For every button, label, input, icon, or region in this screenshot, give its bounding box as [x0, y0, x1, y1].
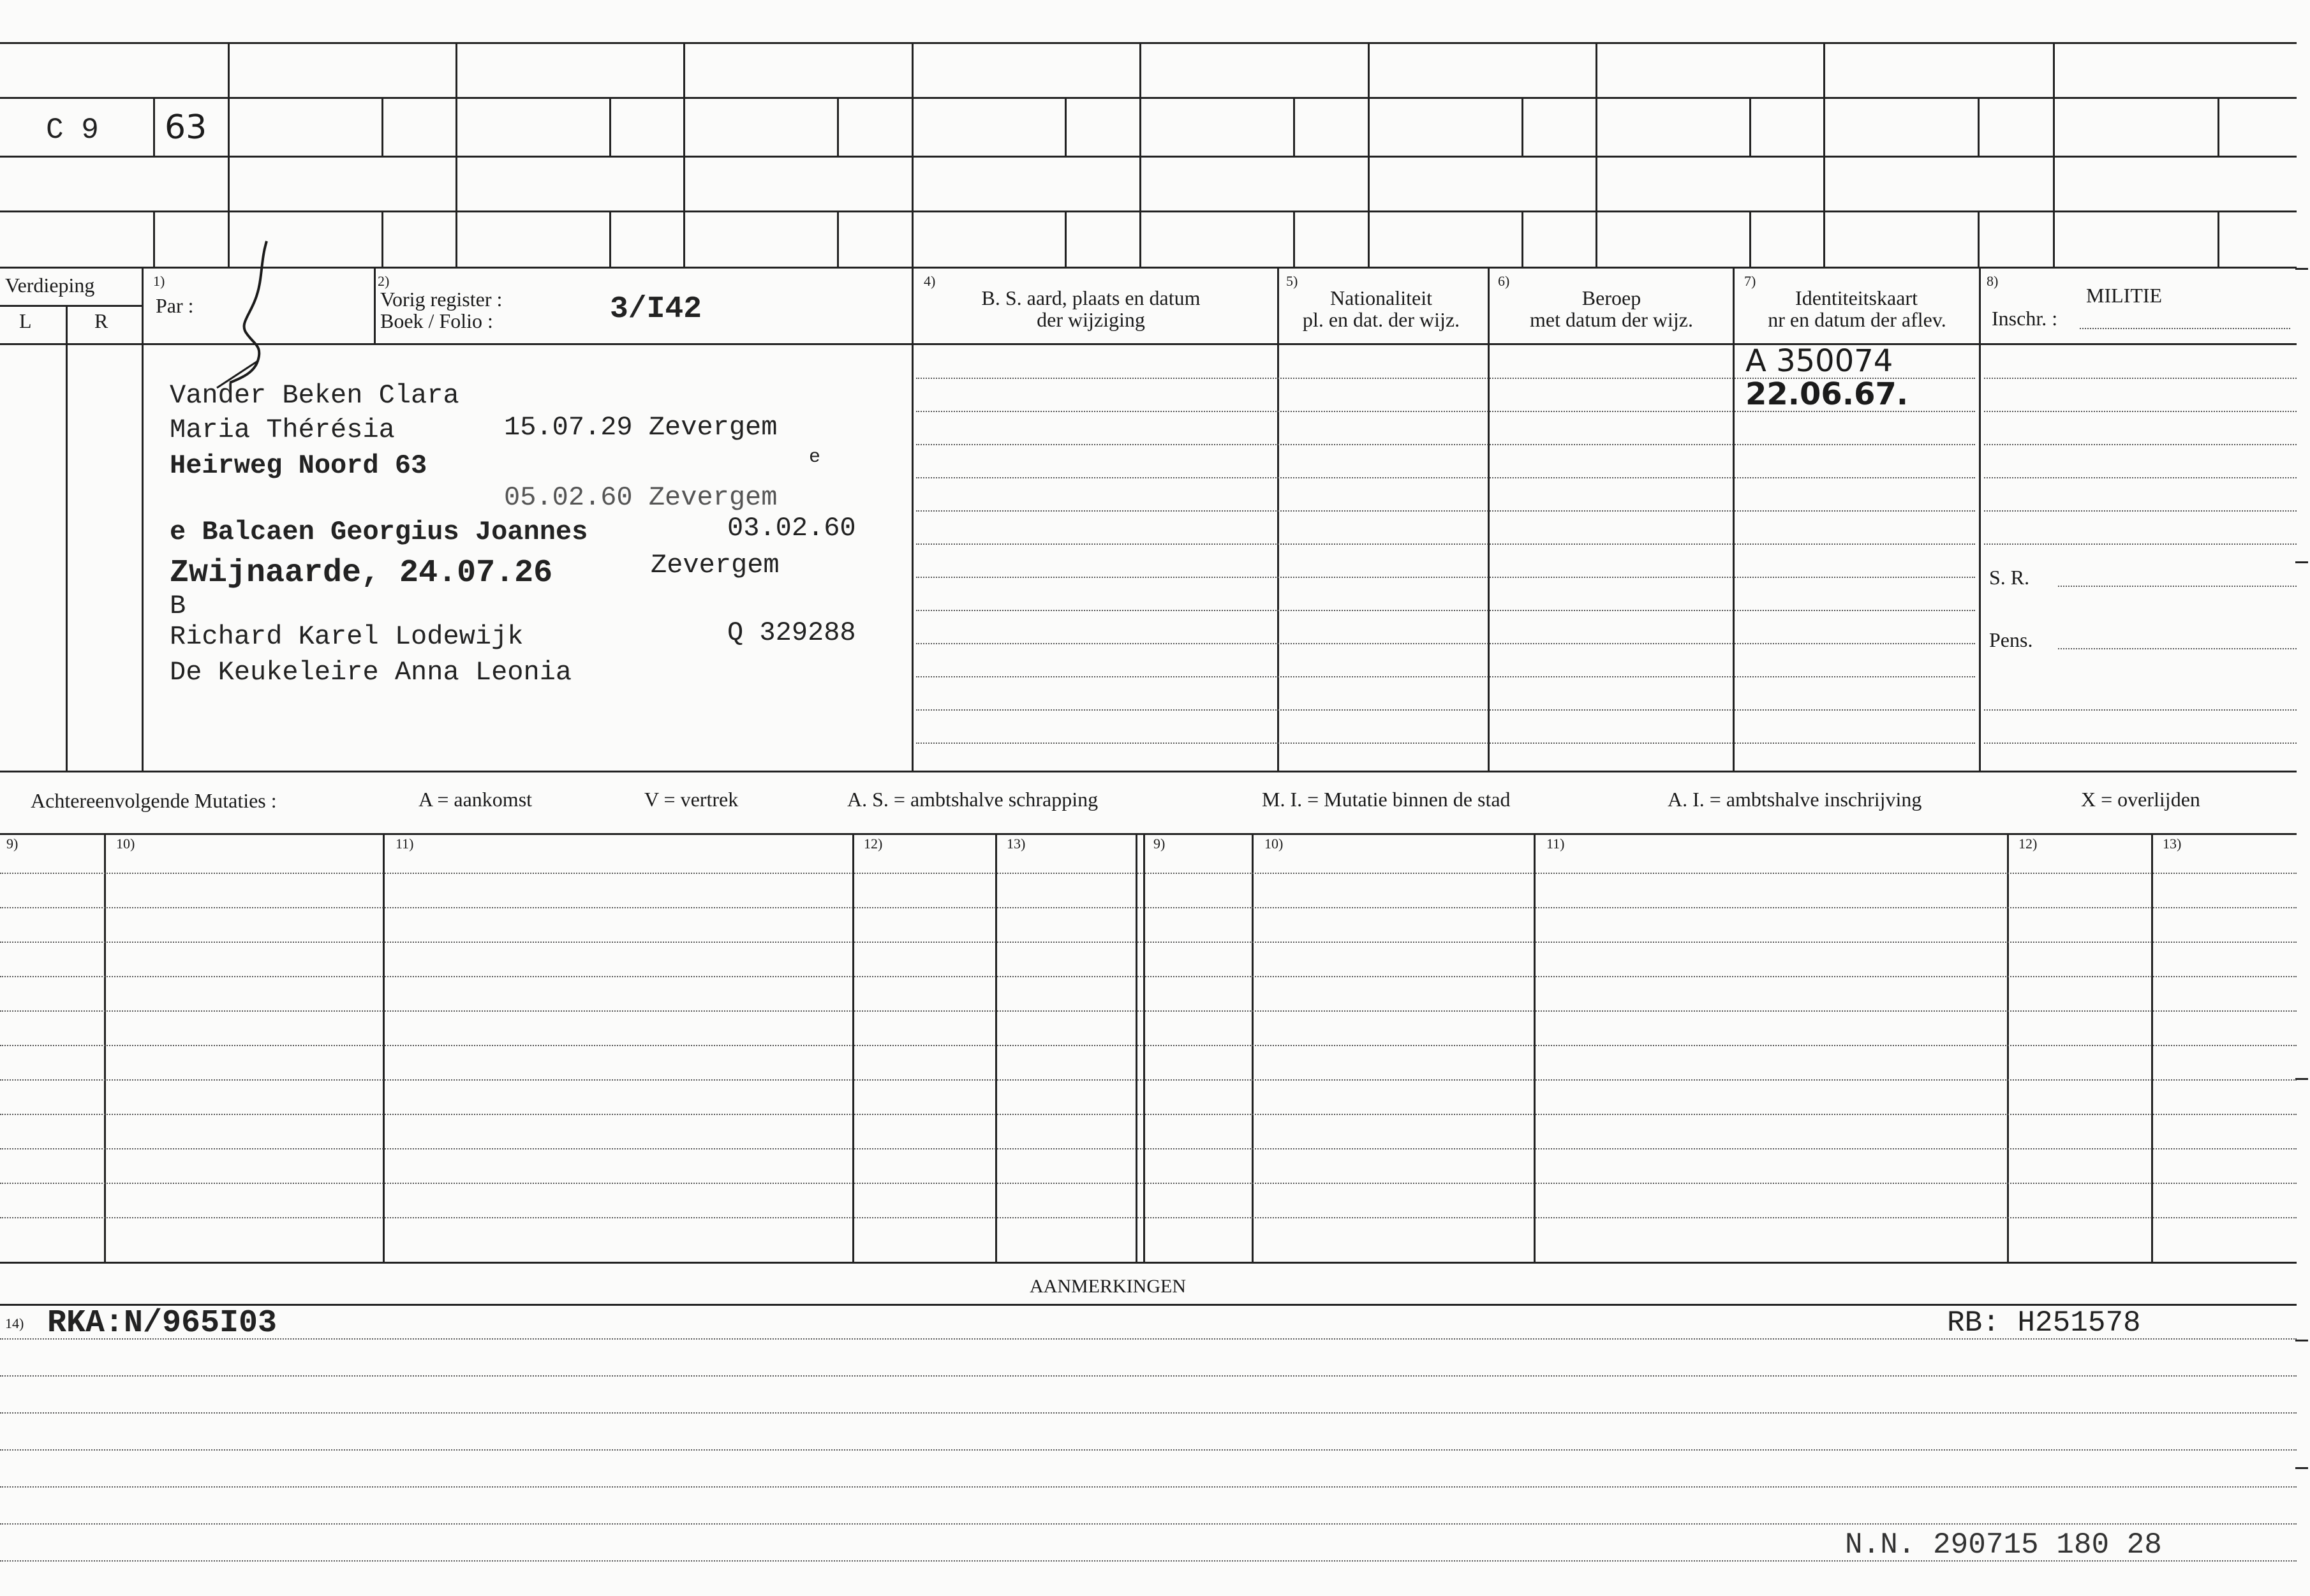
- militie-dotted-rule: [1984, 709, 2297, 711]
- mutation-col-number: 10): [1264, 836, 1284, 852]
- top-strip-tick: [153, 97, 155, 156]
- top-strip-tick: [1978, 211, 1980, 267]
- entry-dotted-rule: [916, 743, 1975, 744]
- mutation-col-divider: [995, 833, 997, 1262]
- top-row-line-2: [0, 156, 2297, 158]
- entry-dotted-rule: [916, 510, 1975, 512]
- edge-tick: [2295, 1467, 2308, 1469]
- main-bottom-line: [0, 771, 2297, 772]
- top-strip-divider: [1139, 42, 1141, 267]
- col1-number: 1): [153, 273, 165, 289]
- bs-divider: [912, 267, 914, 771]
- col5-number: 5): [1286, 273, 1298, 289]
- mutation-col-divider: [383, 833, 385, 1262]
- beroep-line2: met datum der wijz.: [1530, 308, 1693, 331]
- vorig-register-label: Vorig register :: [380, 288, 503, 311]
- birth-date-place: 15.07.29 Zevergem: [504, 412, 778, 443]
- mutation-col-number: 12): [2018, 836, 2038, 852]
- top-strip-tick: [609, 211, 611, 267]
- header-bottom-line: [142, 343, 2297, 345]
- verdieping-divider: [66, 305, 68, 771]
- edge-tick: [2295, 1078, 2308, 1080]
- mutation-row-rule: [0, 1217, 2297, 1218]
- top-strip-tick: [1749, 211, 1751, 267]
- spouse-id-ref: Q 329288: [727, 617, 856, 648]
- mutation-row-rule: [0, 1183, 2297, 1184]
- edge-tick: [2295, 268, 2308, 270]
- verdieping-divider: [142, 267, 144, 771]
- top-strip-divider: [912, 42, 914, 267]
- remarks-dotted-rule: [0, 1338, 2297, 1340]
- remarks-dotted-rule: [0, 1375, 2297, 1377]
- remarks-dotted-rule: [0, 1523, 2297, 1525]
- top-strip-divider: [455, 42, 457, 267]
- vorig-register-divider: [374, 267, 376, 343]
- person-line: Maria Thérésia: [170, 415, 395, 445]
- top-strip-divider: [228, 42, 230, 267]
- right-label: R: [94, 309, 108, 332]
- militie-dotted-rule: [1984, 444, 2297, 445]
- verdieping-sub-line: [0, 305, 142, 307]
- top-strip-tick: [1521, 97, 1523, 156]
- remarks-dotted-rule: [0, 1449, 2297, 1451]
- top-strip-divider: [1596, 42, 1597, 267]
- remarks-number: 14): [5, 1315, 24, 1331]
- rka-reference: RKA:N/965I03: [47, 1305, 278, 1341]
- person-line: Richard Karel Lodewijk: [170, 621, 524, 652]
- person-line: De Keukeleire Anna Leonia: [170, 657, 572, 688]
- top-number: 63: [165, 108, 207, 147]
- top-strip-tick: [1293, 211, 1295, 267]
- mutation-col-divider: [104, 833, 106, 1262]
- national-number: N.N. 290715 180 28: [1845, 1528, 2162, 1562]
- mutation-row-rule: [0, 1079, 2297, 1081]
- mutation-legend-item: M. I. = Mutatie binnen de stad: [1262, 788, 1511, 811]
- e-mark: e: [809, 447, 821, 468]
- top-row-line-1: [0, 97, 2297, 99]
- mutation-row-rule: [0, 873, 2297, 874]
- pens-label: Pens.: [1989, 628, 2033, 651]
- col7-number: 7): [1744, 273, 1756, 289]
- mutation-row-rule: [0, 1045, 2297, 1046]
- top-strip-tick: [2217, 97, 2219, 156]
- mutation-col-number: 11): [1546, 836, 1565, 852]
- top-strip-tick: [1749, 97, 1751, 156]
- sr-label: S. R.: [1989, 566, 2030, 589]
- rb-reference: RB: H251578: [1947, 1306, 2141, 1340]
- edge-tick: [2295, 561, 2308, 563]
- militie-dotted-rule: [1984, 411, 2297, 412]
- person-line: B: [170, 591, 186, 621]
- mutation-col-divider: [852, 833, 854, 1262]
- mutation-row-rule: [0, 1114, 2297, 1115]
- top-strip-tick: [837, 211, 839, 267]
- mutation-col-number: 11): [396, 836, 414, 852]
- top-strip-tick: [1521, 211, 1523, 267]
- top-strip-divider: [1823, 42, 1825, 267]
- top-strip-tick: [381, 97, 383, 156]
- militie-dotted-rule: [1984, 743, 2297, 744]
- mutations-top-line: [0, 833, 2297, 835]
- mutation-col-number: 9): [6, 836, 19, 852]
- col4-number: 4): [924, 273, 936, 289]
- entry-dotted-rule: [916, 444, 1975, 445]
- top-strip-tick: [381, 211, 383, 267]
- id-card-date: 22.06.67.: [1745, 376, 1909, 412]
- beroep-divider: [1488, 267, 1490, 771]
- inschr-label: Inschr. :: [1992, 307, 2058, 330]
- mutation-legend-item: A. S. = ambtshalve schrapping: [847, 788, 1099, 811]
- mutation-col-number: 13): [2163, 836, 2182, 852]
- par-handwritten-mark: [204, 236, 293, 389]
- marriage-place: Zevergem: [651, 550, 780, 580]
- remarks-top-line: [0, 1304, 2297, 1306]
- top-edge-line: [0, 42, 2297, 44]
- mutation-col-number: 12): [864, 836, 883, 852]
- bs-header-line1: B. S. aard, plaats en datum: [981, 286, 1201, 309]
- top-strip-tick: [1065, 211, 1067, 267]
- col6-number: 6): [1498, 273, 1510, 289]
- col8-number: 8): [1987, 273, 1999, 289]
- mutation-row-rule: [0, 907, 2297, 908]
- identiteitskaart-divider: [1733, 267, 1735, 771]
- entry-dotted-rule: [916, 676, 1975, 677]
- entry-dotted-rule: [916, 543, 1975, 545]
- militie-label: MILITIE: [2086, 284, 2163, 307]
- mutation-col-number: 10): [116, 836, 135, 852]
- top-strip-divider: [1368, 42, 1370, 267]
- marriage-date: 03.02.60: [727, 513, 856, 543]
- top-row-line-3: [0, 211, 2297, 212]
- remarks-dotted-rule: [0, 1412, 2297, 1414]
- mutation-legend-item: X = overlijden: [2081, 788, 2200, 811]
- entry-dotted-rule: [916, 643, 1975, 644]
- mutation-row-rule: [0, 942, 2297, 943]
- top-code: C 9: [46, 114, 99, 147]
- remarks-dotted-rule: [0, 1486, 2297, 1488]
- left-label: L: [19, 309, 32, 332]
- militie-dotted-rule: [1984, 477, 2297, 478]
- boek-folio-label: Boek / Folio :: [380, 309, 493, 332]
- folio-value: 3/I42: [610, 292, 702, 327]
- mutation-legend-item: A = aankomst: [418, 788, 533, 811]
- person-line: Vander Beken Clara: [170, 380, 459, 411]
- nationaliteit-line2: pl. en dat. der wijz.: [1302, 308, 1460, 331]
- mutation-col-divider: [1252, 833, 1254, 1262]
- header-bottom-line-left: [0, 343, 142, 345]
- mutation-col-number: 13): [1007, 836, 1026, 852]
- top-strip-divider: [683, 42, 685, 267]
- id-card-number: A 350074: [1745, 343, 1893, 379]
- top-strip-tick: [2217, 211, 2219, 267]
- top-strip-tick: [609, 97, 611, 156]
- top-strip-tick: [153, 211, 155, 267]
- mutation-row-rule: [0, 1148, 2297, 1149]
- header-top-line: [0, 267, 2297, 269]
- militie-dotted-rule: [1984, 378, 2297, 379]
- person-line: Heirweg Noord 63: [170, 450, 427, 481]
- mutation-row-rule: [0, 976, 2297, 977]
- top-strip-tick: [1293, 97, 1295, 156]
- mutation-row-rule: [0, 1010, 2297, 1012]
- top-strip-tick: [837, 97, 839, 156]
- militie-divider: [1979, 267, 1981, 771]
- entry-dotted-rule: [916, 577, 1975, 578]
- mutation-col-divider: [1136, 833, 1137, 1262]
- sr-dotted: [2058, 586, 2297, 587]
- mutation-legend-item: A. I. = ambtshalve inschrijving: [1668, 788, 1922, 811]
- identiteitskaart-line1: Identiteitskaart: [1795, 286, 1918, 309]
- mutation-col-divider: [1143, 833, 1145, 1262]
- pens-dotted: [2058, 648, 2297, 649]
- mutations-title: Achtereenvolgende Mutaties :: [31, 789, 277, 812]
- person-line: Zwijnaarde, 24.07.26: [170, 555, 553, 591]
- settle-date-place: 05.02.60 Zevergem: [504, 482, 778, 513]
- top-strip-tick: [1978, 97, 1980, 156]
- beroep-line1: Beroep: [1581, 286, 1641, 309]
- nationaliteit-line1: Nationaliteit: [1330, 286, 1432, 309]
- remarks-title: AANMERKINGEN: [1030, 1276, 1186, 1297]
- par-label: Par :: [156, 294, 194, 317]
- nationaliteit-divider: [1277, 267, 1279, 771]
- bs-header-line2: der wijziging: [1037, 308, 1145, 331]
- mutation-legend-item: V = vertrek: [644, 788, 739, 811]
- mutations-bottom-line: [0, 1262, 2297, 1264]
- mutation-col-divider: [2007, 833, 2009, 1262]
- inschr-dotted: [2080, 328, 2290, 329]
- militie-dotted-rule: [1984, 510, 2297, 512]
- entry-dotted-rule: [916, 709, 1975, 711]
- entry-dotted-rule: [916, 610, 1975, 611]
- person-line: e Balcaen Georgius Joannes: [170, 517, 588, 547]
- edge-tick: [2295, 1340, 2308, 1341]
- top-strip-divider: [2053, 42, 2055, 267]
- militie-dotted-rule: [1984, 543, 2297, 545]
- entry-dotted-rule: [916, 477, 1975, 478]
- col2-number: 2): [378, 273, 390, 289]
- top-strip-tick: [1065, 97, 1067, 156]
- verdieping-label: Verdieping: [5, 274, 95, 297]
- identiteitskaart-line2: nr en datum der aflev.: [1768, 308, 1946, 331]
- mutation-col-number: 9): [1153, 836, 1166, 852]
- mutation-col-divider: [1534, 833, 1536, 1262]
- mutation-col-divider: [2151, 833, 2153, 1262]
